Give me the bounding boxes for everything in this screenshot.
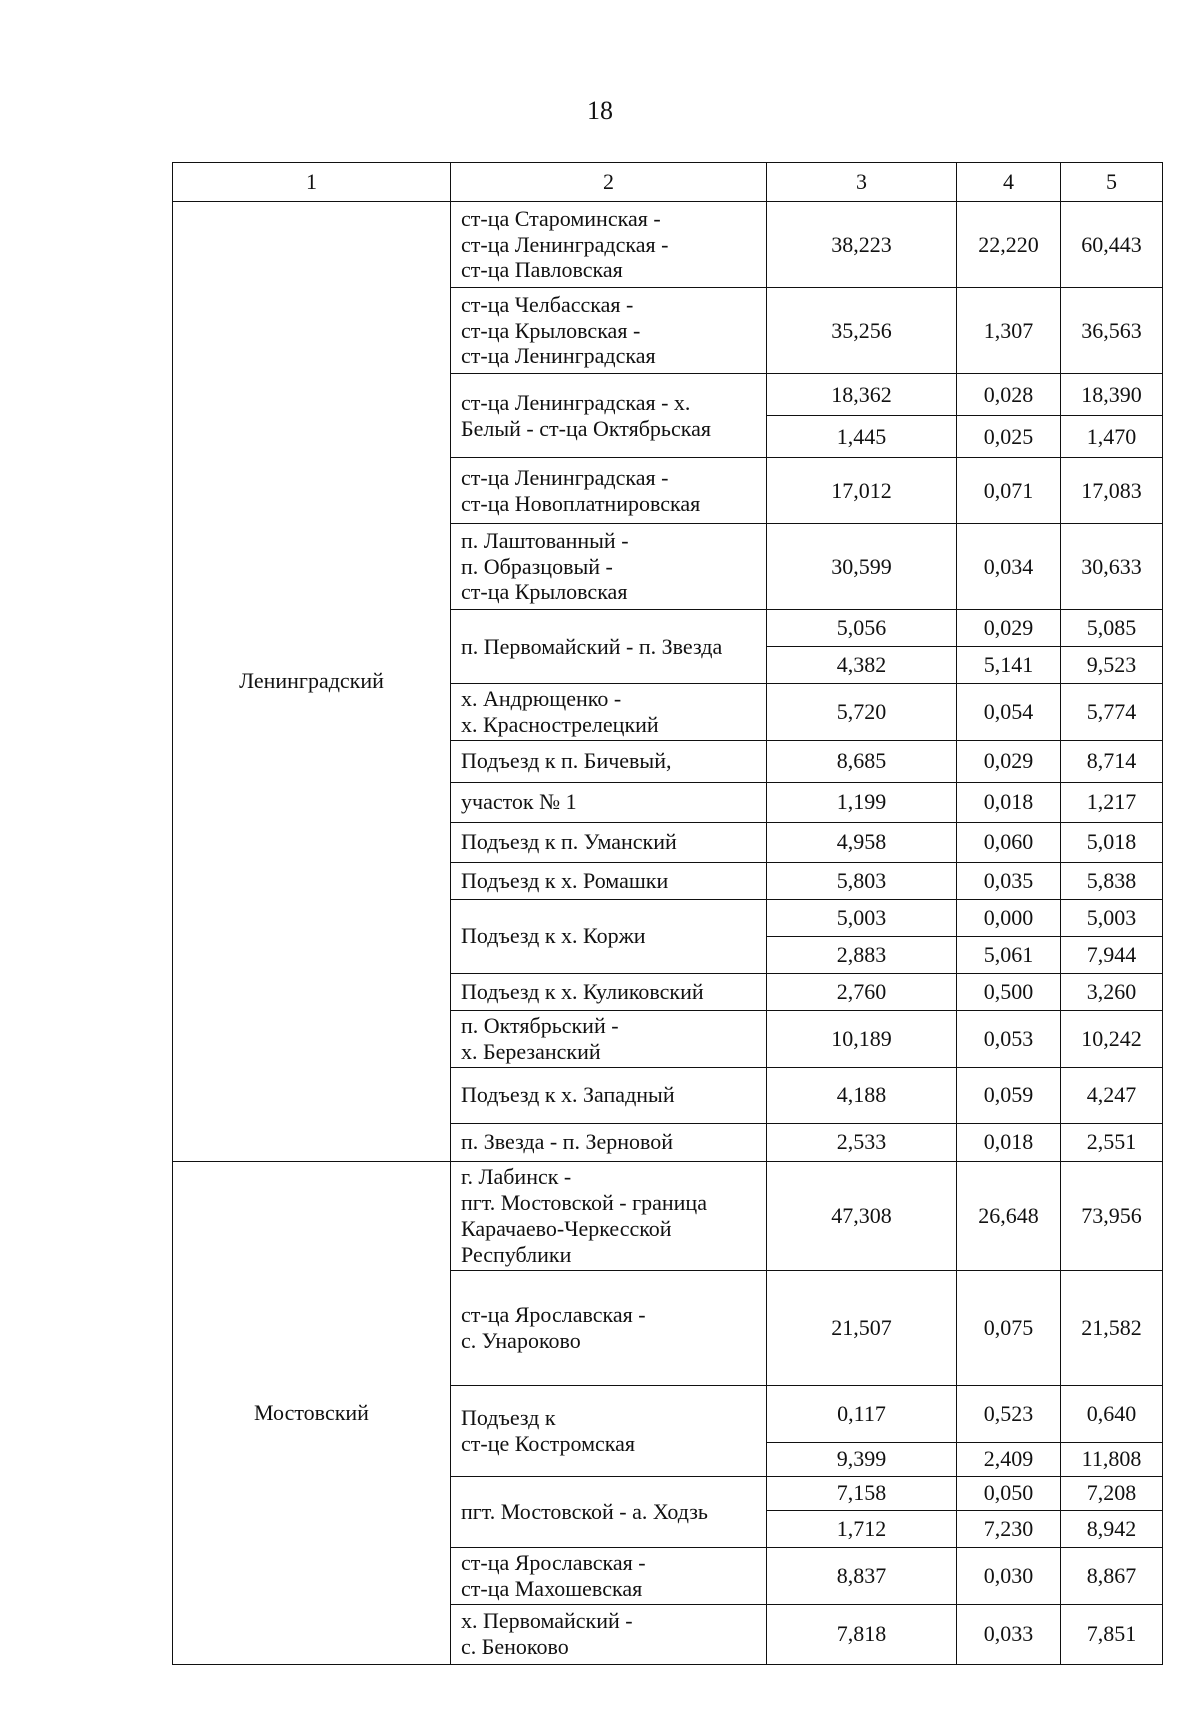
road-name-cell (451, 610, 767, 684)
road-name-line: ст-ца Челбасская - (461, 291, 634, 317)
value-col-4: 0,030 (957, 1547, 1061, 1604)
road-name-line: ст-ца Крыловская (461, 579, 628, 605)
value-col-4: 5,061 (957, 936, 1061, 973)
value-col-5: 21,582 (1061, 1270, 1163, 1385)
road-name-line: ст-ца Павловская (461, 257, 623, 283)
value-col-4: 0,523 (957, 1385, 1061, 1442)
roads-table-body (173, 163, 1163, 1665)
road-name-cell (451, 740, 767, 782)
value-col-3: 5,056 (767, 610, 957, 647)
header-cell-1: 1 (173, 163, 451, 202)
value-col-3: 2,533 (767, 1123, 957, 1161)
road-name-line: п. Октябрьский - (461, 1012, 619, 1038)
header-row (173, 163, 1163, 202)
road-name-cell (451, 202, 767, 288)
value-col-5: 5,838 (1061, 862, 1163, 899)
header-cell-4: 4 (957, 163, 1061, 202)
value-col-3: 10,189 (767, 1010, 957, 1067)
value-col-3: 7,818 (767, 1604, 957, 1664)
road-name-line: х. Андрющенко - (461, 686, 622, 711)
road-name-line: х. Березанский (461, 1038, 601, 1064)
value-col-3: 0,117 (767, 1385, 957, 1442)
value-col-4: 0,025 (957, 416, 1061, 458)
road-name-line: Карачаево-Черкесской (461, 1215, 672, 1241)
table-row (173, 1161, 1163, 1270)
value-col-4: 0,018 (957, 1123, 1061, 1161)
road-name-line: х. Краснострелецкий (461, 711, 659, 737)
road-name-cell (451, 862, 767, 899)
road-name-line: пгт. Мостовской - граница (461, 1189, 707, 1215)
header-cell-3: 3 (767, 163, 957, 202)
road-name-cell (451, 524, 767, 610)
value-col-5: 0,640 (1061, 1385, 1163, 1442)
road-name-line: п. Звезда - п. Зерновой (461, 1129, 674, 1155)
value-col-3: 1,712 (767, 1510, 957, 1547)
road-name-cell (451, 782, 767, 822)
road-name-cell (451, 1604, 767, 1664)
road-name-line: Белый - ст-ца Октябрьская (461, 415, 711, 441)
value-col-3: 2,883 (767, 936, 957, 973)
roads-table (172, 162, 1163, 1665)
value-col-5: 2,551 (1061, 1123, 1163, 1161)
value-col-3: 35,256 (767, 288, 957, 374)
value-col-5: 1,217 (1061, 782, 1163, 822)
road-name-line: п. Лаштованный - (461, 527, 629, 553)
road-name-cell (451, 822, 767, 862)
value-col-4: 0,033 (957, 1604, 1061, 1664)
road-name-cell (451, 1270, 767, 1385)
road-name-line: ст-ца Новоплатнировская (461, 490, 701, 516)
value-col-3: 30,599 (767, 524, 957, 610)
road-name-line: ст-ца Махошевская (461, 1575, 643, 1601)
road-name-line: ст-це Костромская (461, 1430, 636, 1456)
road-name-line: с. Беноково (461, 1634, 569, 1660)
value-col-3: 1,199 (767, 782, 957, 822)
value-col-4: 22,220 (957, 202, 1061, 288)
road-name-line: Республики (461, 1241, 572, 1267)
value-col-5: 11,808 (1061, 1442, 1163, 1476)
value-col-4: 0,071 (957, 458, 1061, 524)
district-cell: Ленинградский (173, 202, 451, 1162)
value-col-5: 60,443 (1061, 202, 1163, 288)
road-name-line: ст-ца Ленинградская - х. (461, 389, 691, 415)
value-col-4: 0,018 (957, 782, 1061, 822)
value-col-4: 0,053 (957, 1010, 1061, 1067)
road-name-cell (451, 899, 767, 973)
value-col-5: 30,633 (1061, 524, 1163, 610)
value-col-5: 5,003 (1061, 899, 1163, 936)
value-col-5: 5,018 (1061, 822, 1163, 862)
value-col-5: 1,470 (1061, 416, 1163, 458)
road-name-line: Подъезд к х. Коржи (461, 923, 646, 949)
value-col-4: 0,035 (957, 862, 1061, 899)
value-col-3: 4,382 (767, 647, 957, 684)
value-col-5: 7,944 (1061, 936, 1163, 973)
value-col-4: 1,307 (957, 288, 1061, 374)
value-col-3: 38,223 (767, 202, 957, 288)
road-name-line: Подъезд к х. Западный (461, 1082, 675, 1108)
value-col-5: 3,260 (1061, 973, 1163, 1010)
road-name-cell (451, 1067, 767, 1123)
value-col-5: 9,523 (1061, 647, 1163, 684)
value-col-3: 5,003 (767, 899, 957, 936)
value-col-4: 0,034 (957, 524, 1061, 610)
value-col-5: 4,247 (1061, 1067, 1163, 1123)
value-col-3: 8,685 (767, 740, 957, 782)
value-col-4: 0,050 (957, 1476, 1061, 1510)
value-col-5: 36,563 (1061, 288, 1163, 374)
value-col-4: 0,500 (957, 973, 1061, 1010)
road-name-cell (451, 458, 767, 524)
value-col-5: 5,085 (1061, 610, 1163, 647)
page-number: 18 (587, 96, 613, 125)
road-name-line: Подъезд к х. Ромашки (461, 867, 669, 893)
value-col-4: 2,409 (957, 1442, 1061, 1476)
road-name-line: ст-ца Ленинградская - (461, 231, 669, 257)
value-col-4: 0,054 (957, 684, 1061, 741)
road-name-cell (451, 374, 767, 458)
value-col-3: 5,803 (767, 862, 957, 899)
value-col-3: 21,507 (767, 1270, 957, 1385)
value-col-5: 73,956 (1061, 1161, 1163, 1270)
road-name-cell (451, 1385, 767, 1476)
value-col-3: 47,308 (767, 1161, 957, 1270)
road-name-line: Подъезд к (461, 1404, 556, 1430)
value-col-3: 4,188 (767, 1067, 957, 1123)
road-name-line: х. Первомайский - (461, 1608, 633, 1634)
value-col-3: 7,158 (767, 1476, 957, 1510)
road-name-line: ст-ца Ленинградская - (461, 464, 669, 490)
value-col-3: 4,958 (767, 822, 957, 862)
value-col-4: 0,028 (957, 374, 1061, 416)
road-name-line: п. Первомайский - п. Звезда (461, 633, 723, 659)
road-name-line: Подъезд к п. Бичевый, (461, 748, 672, 774)
road-name-cell (451, 1547, 767, 1604)
road-name-line: ст-ца Ленинградская (461, 343, 656, 369)
value-col-5: 8,867 (1061, 1547, 1163, 1604)
value-col-3: 1,445 (767, 416, 957, 458)
value-col-4: 5,141 (957, 647, 1061, 684)
value-col-5: 7,851 (1061, 1604, 1163, 1664)
road-name-cell (451, 288, 767, 374)
value-col-3: 9,399 (767, 1442, 957, 1476)
road-name-line: п. Образцовый - (461, 553, 613, 579)
value-col-5: 8,714 (1061, 740, 1163, 782)
value-col-3: 2,760 (767, 973, 957, 1010)
value-col-3: 5,720 (767, 684, 957, 741)
header-cell-5: 5 (1061, 163, 1163, 202)
road-name-line: ст-ца Ярославская - (461, 1301, 646, 1327)
value-col-4: 0,060 (957, 822, 1061, 862)
value-col-5: 18,390 (1061, 374, 1163, 416)
value-col-3: 8,837 (767, 1547, 957, 1604)
road-name-cell (451, 973, 767, 1010)
value-col-4: 7,230 (957, 1510, 1061, 1547)
road-name-line: г. Лабинск - (461, 1163, 572, 1189)
road-name-cell (451, 1161, 767, 1270)
value-col-4: 0,029 (957, 610, 1061, 647)
road-name-line: ст-ца Ярославская - (461, 1549, 646, 1575)
road-name-line: участок № 1 (461, 789, 577, 815)
road-name-line: ст-ца Крыловская - (461, 317, 641, 343)
road-name-cell (451, 684, 767, 741)
table-row (173, 202, 1163, 288)
road-name-cell (451, 1010, 767, 1067)
value-col-5: 7,208 (1061, 1476, 1163, 1510)
road-name-line: Подъезд к п. Уманский (461, 829, 677, 855)
value-col-5: 10,242 (1061, 1010, 1163, 1067)
value-col-3: 17,012 (767, 458, 957, 524)
road-name-cell (451, 1123, 767, 1161)
road-name-line: Подъезд к х. Куликовский (461, 978, 704, 1004)
road-name-cell (451, 1476, 767, 1547)
value-col-3: 18,362 (767, 374, 957, 416)
road-name-line: пгт. Мостовской - а. Ходзь (461, 1498, 708, 1524)
header-cell-2: 2 (451, 163, 767, 202)
value-col-4: 26,648 (957, 1161, 1061, 1270)
value-col-5: 17,083 (1061, 458, 1163, 524)
road-name-line: с. Унароково (461, 1327, 581, 1353)
district-cell: Мостовский (173, 1161, 451, 1664)
value-col-5: 8,942 (1061, 1510, 1163, 1547)
value-col-5: 5,774 (1061, 684, 1163, 741)
road-name-line: ст-ца Староминская - (461, 205, 661, 231)
value-col-4: 0,029 (957, 740, 1061, 782)
value-col-4: 0,000 (957, 899, 1061, 936)
value-col-4: 0,059 (957, 1067, 1061, 1123)
value-col-4: 0,075 (957, 1270, 1061, 1385)
